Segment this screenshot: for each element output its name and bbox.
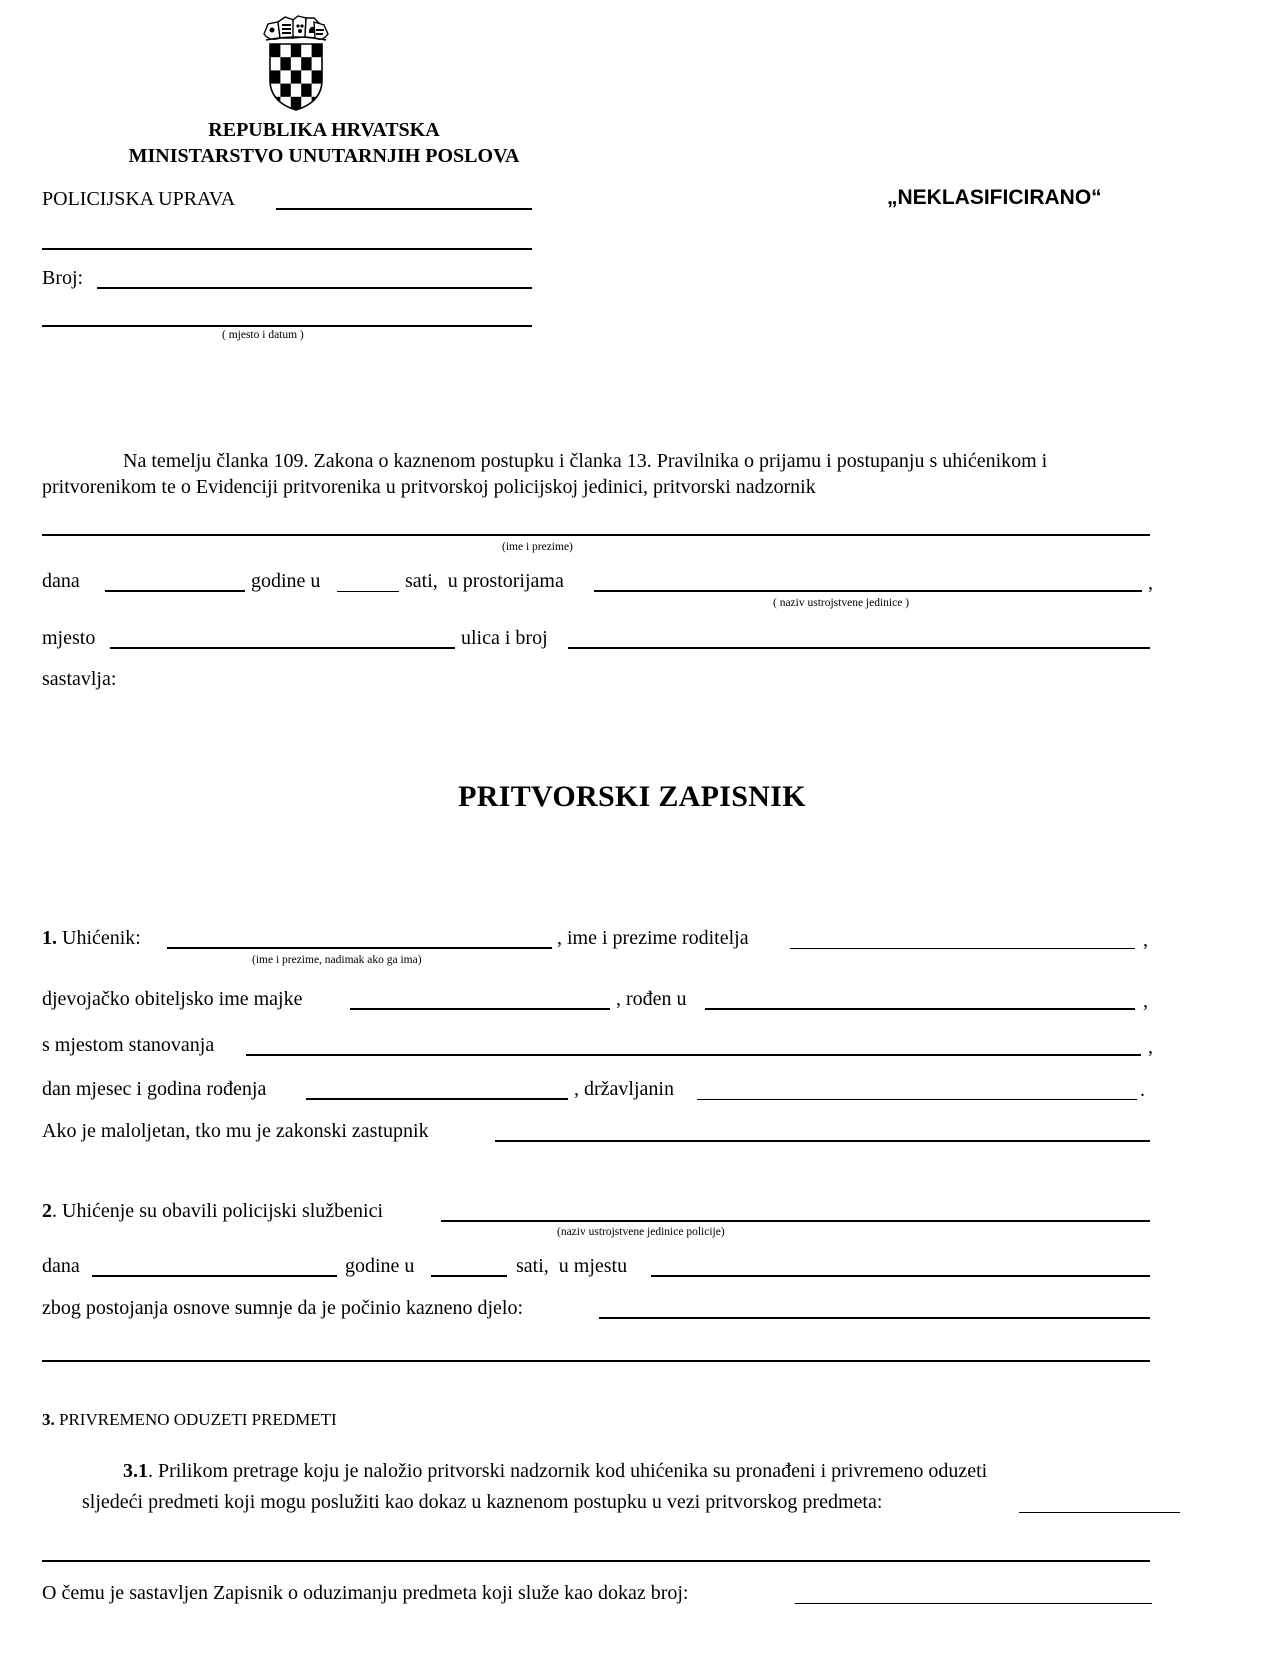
majka-field[interactable] bbox=[350, 988, 610, 1010]
section2-dana-label: dana bbox=[42, 1255, 80, 1277]
stanovanje-field[interactable] bbox=[246, 1034, 1141, 1056]
broj-field[interactable] bbox=[97, 267, 532, 289]
ulica-field[interactable] bbox=[568, 627, 1150, 649]
section1-number: 1. bbox=[42, 927, 57, 949]
ministry-heading: MINISTARSTVO UNUTARNJIH POSLOVA bbox=[128, 145, 520, 167]
godine-u-label: godine u bbox=[251, 570, 321, 592]
supervisor-name-field[interactable] bbox=[42, 514, 1150, 536]
sati-u-prostorijama-label: sati, u prostorijama bbox=[405, 570, 564, 592]
zapisnik-field[interactable] bbox=[795, 1582, 1152, 1604]
drzavljanin-field[interactable] bbox=[697, 1078, 1137, 1100]
intro-paragraph-line2: pritvorenikom te o Evidenciji pritvorenika u pritvorskoj policijskoj jedinici, pritvorski nadzornik bbox=[42, 476, 816, 498]
sluzbenici-label: 2. Uhićenje su obavili policijski službenici bbox=[42, 1200, 384, 1222]
sluzbenici-hint: (naziv ustrojstvene jedinice policije) bbox=[557, 1226, 725, 1238]
broj-label: Broj: bbox=[42, 267, 84, 289]
uhicenik-label: Uhićenik: bbox=[62, 927, 141, 949]
supervisor-name-hint: (ime i prezime) bbox=[502, 541, 573, 553]
prostorije-field[interactable] bbox=[594, 570, 1142, 592]
section1-uhicenik-label bbox=[42, 927, 141, 949]
djelo-label: zbog postojanja osnove sumnje da je počinio kazneno djelo: bbox=[42, 1297, 523, 1319]
zapisnik-label: O čemu je sastavljen Zapisnik o oduzimanju predmeta koji služe kao dokaz broj: bbox=[42, 1582, 689, 1604]
zastupnik-label: Ako je maloljetan, tko mu je zakonski zastupnik bbox=[42, 1120, 429, 1142]
police-admin-line2-field[interactable] bbox=[42, 228, 532, 250]
stanovanje-label: s mjestom stanovanja bbox=[42, 1034, 215, 1056]
drzavljanin-label: , državljanin bbox=[574, 1078, 674, 1100]
sluzbenici-field[interactable] bbox=[441, 1200, 1150, 1222]
djelo-field[interactable] bbox=[599, 1297, 1150, 1319]
roditelj-comma: , bbox=[1143, 929, 1148, 951]
coat-of-arms-emblem bbox=[258, 14, 334, 114]
place-date-field[interactable] bbox=[42, 305, 532, 327]
section2-sati-field[interactable] bbox=[431, 1255, 507, 1277]
roditelj-field[interactable] bbox=[790, 927, 1135, 949]
section2-number: 2 bbox=[42, 1200, 52, 1222]
datum-rodjenja-field[interactable] bbox=[306, 1078, 568, 1100]
mjesto-label: mjesto bbox=[42, 627, 96, 649]
intro-paragraph-line1: Na temelju članka 109. Zakona o kaznenom postupku i članka 13. Pravilnika o prijamu i postupanju s uhićenikom i bbox=[123, 450, 1048, 472]
uhicenik-hint: (ime i prezime, nadimak ako ga ima) bbox=[252, 954, 422, 966]
prostorije-hint: ( naziv ustrojstvene jedinice ) bbox=[773, 597, 910, 609]
drzavljanin-period: . bbox=[1140, 1079, 1145, 1101]
roden-field[interactable] bbox=[705, 988, 1135, 1010]
sati-u-mjestu-label: sati, u mjestu bbox=[516, 1255, 628, 1277]
djelo-field-line2[interactable] bbox=[42, 1340, 1150, 1362]
dana-label: dana bbox=[42, 570, 80, 592]
uhicenik-field[interactable] bbox=[167, 927, 552, 949]
roden-comma: , bbox=[1143, 990, 1148, 1012]
datum-rodjenja-label: dan mjesec i godina rođenja bbox=[42, 1078, 267, 1100]
predmeti-field-line2[interactable] bbox=[42, 1540, 1150, 1562]
section3-1-line1: 3.1. Prilikom pretrage koju je naložio pritvorski nadzornik kod uhićenika su pronađeni i privremeno oduzeti bbox=[123, 1460, 988, 1482]
roden-label: , rođen u bbox=[616, 988, 687, 1010]
country-heading: REPUBLIKA HRVATSKA bbox=[208, 119, 440, 141]
sastavlja-label: sastavlja: bbox=[42, 668, 117, 690]
croatian-coat-of-arms-icon bbox=[258, 14, 334, 114]
section2-mjesto-field[interactable] bbox=[651, 1255, 1150, 1277]
classification-label: „NEKLASIFICIRANO“ bbox=[887, 186, 1102, 209]
majka-label: djevojačko obiteljsko ime majke bbox=[42, 988, 303, 1010]
prostorije-comma: , bbox=[1148, 572, 1153, 594]
section3-heading: 3. PRIVREMENO ODUZETI PREDMETI bbox=[42, 1410, 337, 1429]
section3-1-number: 3.1 bbox=[123, 1460, 148, 1482]
sati-field[interactable] bbox=[337, 570, 399, 592]
document-title: PRITVORSKI ZAPISNIK bbox=[458, 780, 806, 813]
police-admin-field[interactable] bbox=[276, 188, 532, 210]
predmeti-field[interactable] bbox=[1019, 1491, 1180, 1513]
section3-1-line2: sljedeći predmeti koji mogu poslužiti kao dokaz u kaznenom postupku u vezi pritvorskog predmeta: bbox=[82, 1491, 883, 1513]
section2-godine-u-label: godine u bbox=[345, 1255, 415, 1277]
mjesto-field[interactable] bbox=[110, 627, 455, 649]
section3-number: 3. bbox=[42, 1410, 55, 1429]
police-admin-label: POLICIJSKA UPRAVA bbox=[42, 188, 236, 210]
stanovanje-comma: , bbox=[1148, 1036, 1153, 1058]
roditelj-label: , ime i prezime roditelja bbox=[557, 927, 749, 949]
section2-dana-field[interactable] bbox=[92, 1255, 337, 1277]
zastupnik-field[interactable] bbox=[495, 1120, 1150, 1142]
dana-field[interactable] bbox=[105, 570, 245, 592]
ulica-label: ulica i broj bbox=[461, 627, 548, 649]
place-date-hint: ( mjesto i datum ) bbox=[222, 329, 304, 341]
